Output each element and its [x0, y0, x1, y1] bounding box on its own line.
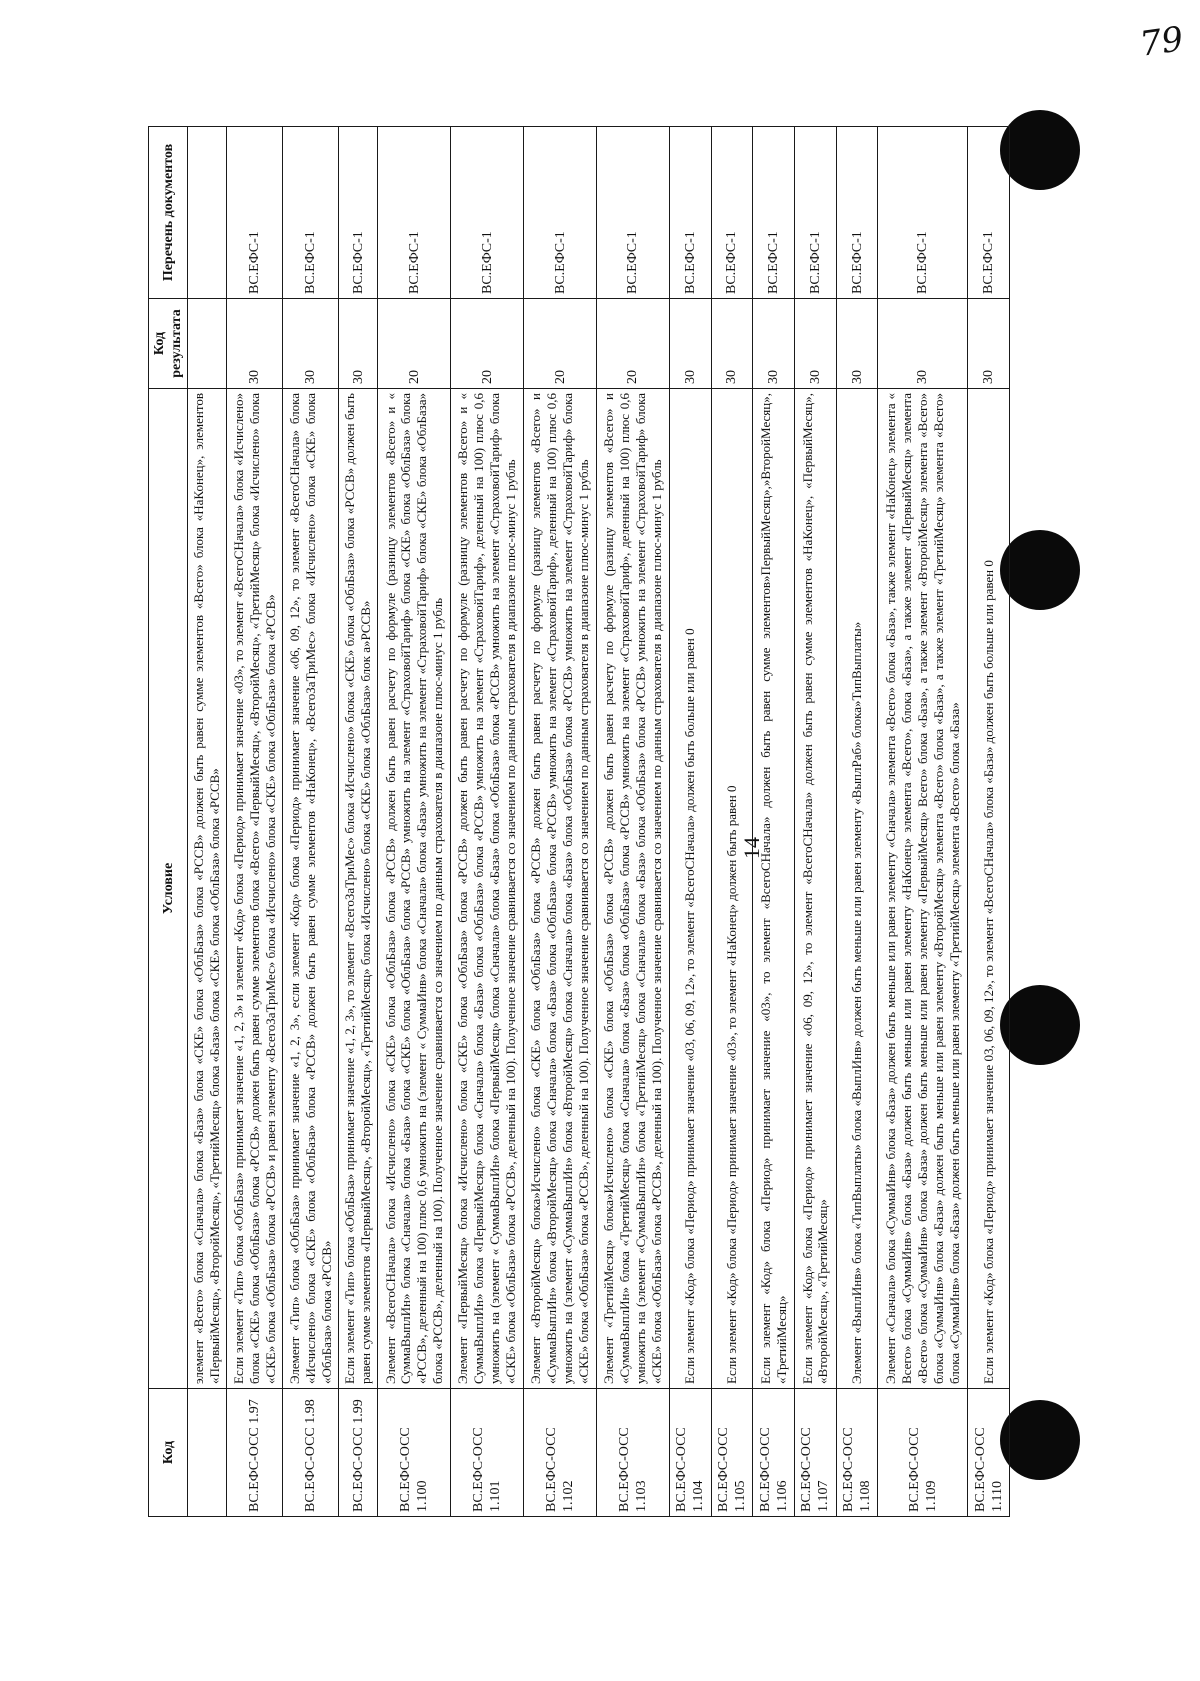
- row-code: ВС.ЕФС-ОСС 1.99: [339, 1389, 378, 1517]
- table-row: [836, 127, 878, 1517]
- table-row: [597, 127, 670, 1517]
- table-row: [378, 127, 451, 1517]
- row-condition: Если элемент «Код» блока «Период» принимает значение «03», то элемент «ВсегоСНачала» должен быть равен сумме элементов»ПервыйМесяц»,»ВторойМесяц», «ТретийМесяц»: [753, 389, 795, 1389]
- row-condition: Если элемент «Код» блока «Период» принимает значение «06, 09, 12», то элемент «ВсегоСНачала» должен быть равен сумме элементов «НаКонец», «ПервыйМесяц», «ВторойМесяц», «ТретийМесяц»: [795, 389, 837, 1389]
- rules-table: [148, 126, 1010, 1517]
- punch-hole: [1000, 110, 1080, 190]
- row-condition: Элемент «Тип» блока «ОблБаза» принимает значение «1, 2, 3», если элемент «Код» блока «Период» принимает значение «06, 09, 12», то элемент «ВсегоСНачала» блока «Исчислено» блока «СКЕ» блока «ОблБаза» блока «РССВ» должен быть равен сумме элементов «НаКонец», «ВсегоЗаТриМес» блока «Исчислено» блока «СКЕ» блока «ОблБаза» блока «РССВ»: [283, 389, 339, 1389]
- row-condition: Элемент «Сначала» блока «СуммаИнв» блока «База» должен быть меньше или равен элементу «Сначала» элемента «Всего» блока «База», также элемент «НаКонец» элемента « Всего» блока «СуммаИнв» блока «База» должен быть меньше или равен элементу «НаКонец» элемента «Всего», блока «База», а также элемент «ПервыйМесяц» элемента «Всего» блока «СуммаИнв» блока «База» должен быть меньше или равен элементу «ПервыйМесяц» Всего» блока «База», а также элемент «ВторойМесяц» элемента «Всего» блока «СуммаИнв» блока «База» должен быть меньше или равен элементу «ВторойМесяц» элемента «Всего» блока «База», а также элемент «ТретийМесяц» элемента «Всего» блока «СуммаИнв» блока «База» должен быть меньше или равен элементу «ТретийМесяц» элемента «Всего» блока «База»: [878, 389, 968, 1389]
- row-result-code: 30: [339, 299, 378, 389]
- row-code: ВС.ЕФС-ОСС 1.102: [524, 1389, 597, 1517]
- row-document: ВС.ЕФС-1: [283, 127, 339, 299]
- row-document: ВС.ЕФС-1: [711, 127, 753, 299]
- table-row: [968, 127, 1010, 1517]
- punch-hole: [1000, 1400, 1080, 1480]
- row-condition: элемент «Всего» блока «Сначала» блока «База» блока «СКЕ» блока «ОблБаза» блока «РССВ» должен быть равен сумме элементов «Всего» блока «НаКонец», элементов «ПервыйМесяц», «ВторойМесяц», «ТретийМесяц» блока «База» блока «СКЕ» блока «ОблБаза» блока «РССВ»: [188, 389, 227, 1389]
- row-document: ВС.ЕФС-1: [227, 127, 283, 299]
- row-result-code: 20: [378, 299, 451, 389]
- row-code: ВС.ЕФС-ОСС 1.108: [836, 1389, 878, 1517]
- row-result-code: [188, 299, 227, 389]
- table-row: [451, 127, 524, 1517]
- row-result-code: 30: [878, 299, 968, 389]
- row-code: ВС.ЕФС-ОСС 1.110: [968, 1389, 1010, 1517]
- row-code: ВС.ЕФС-ОСС 1.107: [795, 1389, 837, 1517]
- header-result-code: Код результата: [149, 299, 188, 389]
- row-document: ВС.ЕФС-1: [878, 127, 968, 299]
- row-code: ВС.ЕФС-ОСС 1.100: [378, 1389, 451, 1517]
- row-code: ВС.ЕФС-ОСС 1.103: [597, 1389, 670, 1517]
- row-document: ВС.ЕФС-1: [378, 127, 451, 299]
- row-code: ВС.ЕФС-ОСС 1.104: [669, 1389, 711, 1517]
- row-result-code: 30: [753, 299, 795, 389]
- row-result-code: 20: [451, 299, 524, 389]
- row-result-code: 30: [836, 299, 878, 389]
- table-header-row: [149, 127, 188, 1517]
- row-code: [188, 1389, 227, 1517]
- header-documents: Перечень документов: [149, 127, 188, 299]
- row-document: ВС.ЕФС-1: [524, 127, 597, 299]
- header-condition: Условие: [149, 389, 188, 1389]
- punch-hole: [1000, 985, 1080, 1065]
- row-result-code: 30: [795, 299, 837, 389]
- row-code: ВС.ЕФС-ОСС 1.105: [711, 1389, 753, 1517]
- row-result-code: 30: [968, 299, 1010, 389]
- row-code: ВС.ЕФС-ОСС 1.106: [753, 1389, 795, 1517]
- table-row: [524, 127, 597, 1517]
- row-document: ВС.ЕФС-1: [339, 127, 378, 299]
- row-code: ВС.ЕФС-ОСС 1.98: [283, 1389, 339, 1517]
- row-condition: Элемент «ТретийМесяц» блока»Исчислено» блока «СКЕ» блока «ОблБаза» блока «РССВ» должен быть равен расчету по формуле (разницу элементов «Всего» и «СуммаВыплИн» блока «ТретийМесяц» блока «Сначала» блока «База» блока «ОблБаза» блока «РССВ» умножить на элемент «СтраховойТариф», деленный на 100) плюс 0,6 умножить на (элемент «СуммаВыплИн» блока «ТретийМесяц» блока «Сначала» блока «База» блока «ОблБаза» блока «РССВ» умножить на элемент «СтраховойТариф» блока «СКЕ» блока «ОблБаза» блока «РССВ», деленный на 100). Полученное значение сравнивается со значением по данным страхователя в диапазоне плюс-минус 1 рубль: [597, 389, 670, 1389]
- row-result-code: 30: [669, 299, 711, 389]
- row-result-code: 30: [283, 299, 339, 389]
- row-condition: Если элемент «Код» блока «Период» принимает значение 03, 06, 09, 12», то элемент «ВсегоСНачала» блока «База» должен быть больше или равен 0: [968, 389, 1010, 1389]
- table-row: [753, 127, 795, 1517]
- table-row: [795, 127, 837, 1517]
- page-number-text: 14: [739, 837, 764, 859]
- handwritten-mark: 79: [1137, 19, 1186, 65]
- row-document: ВС.ЕФС-1: [753, 127, 795, 299]
- punch-hole: [1000, 530, 1080, 610]
- row-condition: Элемент «ВыплИнв» блока «ТипВыплаты» блока «ВыплИнв» должен быть меньше или равен элементу «ВыплРаб» блока»ТипВыплаты»: [836, 389, 878, 1389]
- table-row: [188, 127, 227, 1517]
- row-result-code: 20: [597, 299, 670, 389]
- row-document: [188, 127, 227, 299]
- table-body: [188, 127, 1010, 1517]
- row-condition: Если элемент «Код» блока «Период» принимает значение «03», то элемент «НаКонец» должен быть равен 0: [711, 389, 753, 1389]
- row-document: ВС.ЕФС-1: [597, 127, 670, 299]
- row-result-code: 30: [227, 299, 283, 389]
- table-row: [227, 127, 283, 1517]
- row-document: ВС.ЕФС-1: [836, 127, 878, 299]
- table-row: [339, 127, 378, 1517]
- row-condition: Если элемент «Тип» блока «ОблБаза» принимает значение «1, 2, 3» и элемент «Код» блока «Период» принимает значение «03», то элемент «ВсегоСНачала» блока «Исчислено» блока «СКЕ» блока «ОблБаза» блока «РССВ» должен быть равен сумме элементов блока «Всего» «ПервыйМесяц», «ВторойМесяц», «ТретийМесяц» блока «Исчислено» блока «СКЕ» блока «ОблБаза» блока «РССВ» и равен элементу «ВсегоЗаТриМес» блока «Исчислено» блока «СКЕ» блока «ОблБаза» блока «РССВ»: [227, 389, 283, 1389]
- header-code: Код: [149, 1389, 188, 1517]
- row-condition: Если элемент «Код» блока «Период» принимает значение «03, 06, 09, 12», то элемент «ВсегоСНачала» должен быть больше или равен 0: [669, 389, 711, 1389]
- row-condition: Если элемент «Тип» блока «ОблБаза» принимает значение «1, 2, 3», то элемент «ВсегоЗаТриМес» блока «Исчислено» блока «СКЕ» блока «ОблБаза» блока «РССВ» должен быть равен сумме элементов «ПервыйМесяц», «ВторойМесяц», «ТретийМесяц» блока «Исчислено» блока «СКЕ» блока «ОблБаза» блок а»РССВ»: [339, 389, 378, 1389]
- table-row: [669, 127, 711, 1517]
- row-condition: Элемент «ВторойМесяц» блока»Исчислено» блока «СКЕ» блока «ОблБаза» блока «РССВ» должен быть равен расчету по формуле (разницу элементов «Всего» и «СуммаВыплИн» блока «ВторойМесяц» блока «Сначала» блока «База» блока «ОблБаза» блока «РССВ» умножить на элемент «СтраховойТариф», деленный на 100) плюс 0,6 умножить на (элемент «СуммаВыплИн» блока «ВторойМесяц» блока «Сначала» блока «База» блока «ОблБаза» блока «РССВ» умножить на элемент «СтраховойТариф» блока «СКЕ» блока «ОблБаза» блока «РССВ», деленный на 100). Полученное значение сравнивается со значением по данным страхователя в диапазоне плюс-минус 1 рубль: [524, 389, 597, 1389]
- row-code: ВС.ЕФС-ОСС 1.97: [227, 1389, 283, 1517]
- row-condition: Элемент «ПервыйМесяц» блока «Исчислено» блока «СКЕ» блока «ОблБаза» блока «РССВ» должен быть равен расчету по формуле (разницу элементов «Всего» и « СуммаВыплИн» блока «ПервыйМесяц» блока «Сначала» блока «База» блока «ОблБаза» блока «РССВ» умножить на элемент «СтраховойТариф», деленный на 100) плюс 0,6 умножить на (элемент « СуммаВыплИн» блока «ПервыйМесяц» блока «Сначала» блока «База» блока «ОблБаза» блока «РССВ» умножить на элемент «СтраховойТариф» блока «СКЕ» блока «ОблБаза» блока «РССВ», деленный на 100). Полученное значение сравнивается со значением по данным страхователя в диапазоне плюс-минус 1 рубль: [451, 389, 524, 1389]
- row-result-code: 30: [711, 299, 753, 389]
- table-row: [711, 127, 753, 1517]
- rotated-table-wrapper: [148, 127, 1010, 1517]
- table-row: [283, 127, 339, 1517]
- row-code: ВС.ЕФС-ОСС 1.109: [878, 1389, 968, 1517]
- row-result-code: 20: [524, 299, 597, 389]
- row-code: ВС.ЕФС-ОСС 1.101: [451, 1389, 524, 1517]
- row-document: ВС.ЕФС-1: [795, 127, 837, 299]
- row-document: ВС.ЕФС-1: [968, 127, 1010, 299]
- row-condition: Элемент «ВсегоСНачала» блока «Исчислено» блока «СКЕ» блока «ОблБаза» блока «РССВ» должен быть равен расчету по формуле (разницу элементов «Всего» и « СуммаВыплИн» блока «Сначала» блока «База» блока «СКЕ» блока «ОблБаза» блока «РССВ» умножить на элемент «СтраховойТариф» блока «СКЕ» блока «ОблБаза» блока «РССВ», деленный на 100) плюс 0,6 умножить на (элемент « СуммаИнв» блока «Сначала» блока «База» умножить на элемент «СтраховойТариф» блока «СКЕ» блока «ОблБаза» блока «РССВ», деленный на 100). Полученное значение сравнивается со значением по данным страхователя в диапазоне плюс-минус 1 рубль: [378, 389, 451, 1389]
- table-row: [878, 127, 968, 1517]
- row-document: ВС.ЕФС-1: [669, 127, 711, 299]
- row-document: ВС.ЕФС-1: [451, 127, 524, 299]
- document-scan: [148, 127, 1010, 1517]
